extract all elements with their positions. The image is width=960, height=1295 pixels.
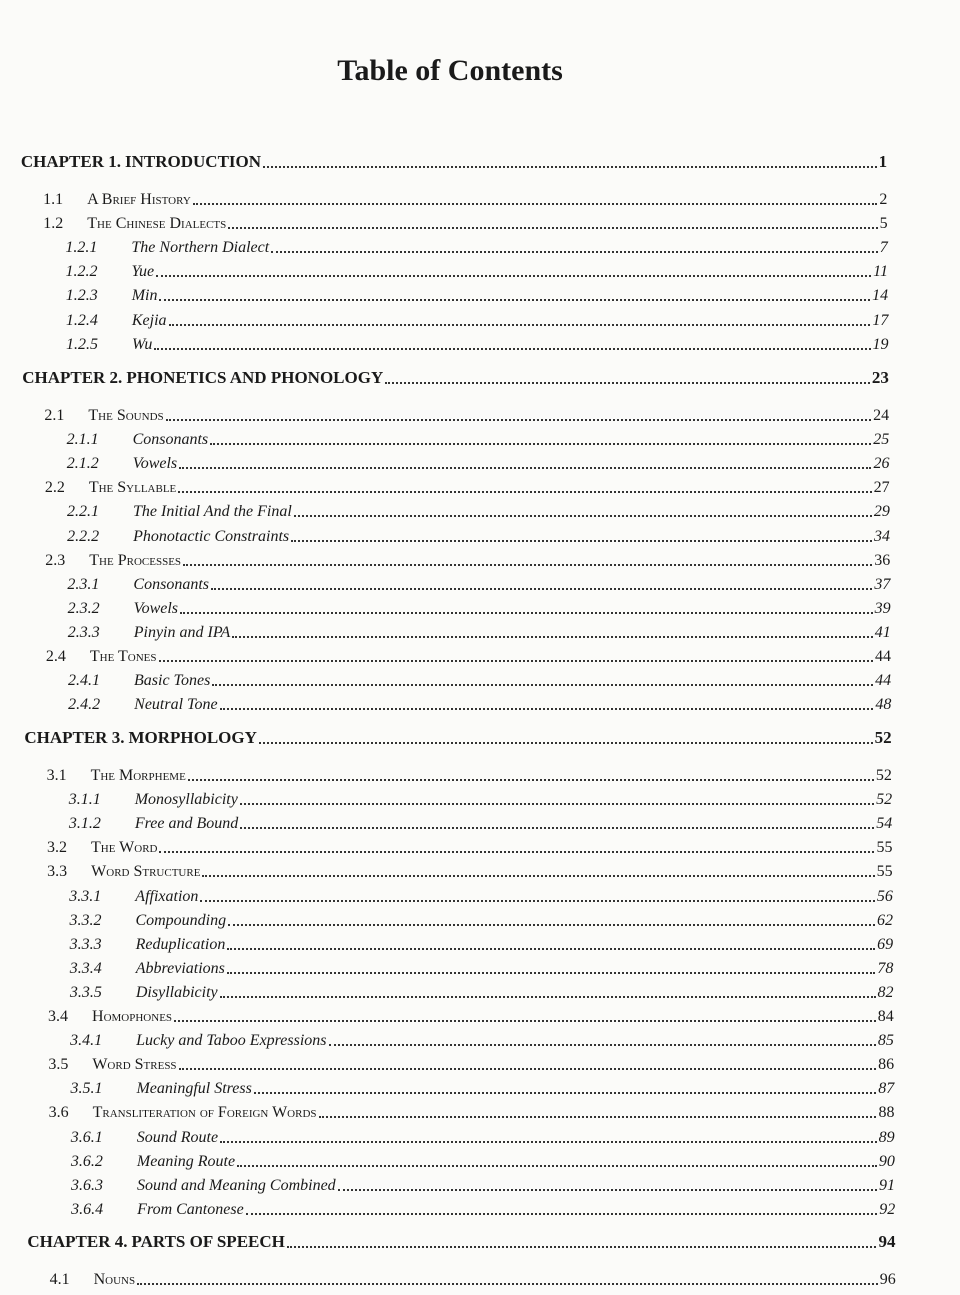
entry-number: 1.1 bbox=[43, 191, 64, 208]
entry-title: Sound Route bbox=[136, 1128, 219, 1146]
dot-leader bbox=[188, 778, 874, 781]
entry-title: Consonants bbox=[133, 575, 209, 593]
dot-leader bbox=[291, 539, 872, 542]
page-title: Table of Contents bbox=[337, 54, 563, 87]
entry-title: The Syllable bbox=[88, 479, 177, 497]
entry-number: 1.2.5 bbox=[65, 335, 98, 353]
dot-leader bbox=[228, 923, 875, 926]
toc-subsection-row[interactable] bbox=[66, 259, 888, 281]
toc-subsection-row[interactable] bbox=[66, 283, 888, 305]
dot-leader bbox=[237, 1164, 877, 1167]
toc-section-row[interactable] bbox=[48, 1004, 894, 1026]
toc-section-row[interactable] bbox=[44, 403, 889, 425]
entry-title: INTRODUCTION bbox=[125, 152, 262, 171]
entry-title: MORPHOLOGY bbox=[128, 728, 257, 747]
entry-title: Disyllabicity bbox=[135, 983, 218, 1001]
toc-subsection-row[interactable] bbox=[71, 1125, 895, 1147]
dot-leader bbox=[159, 298, 870, 301]
dot-leader bbox=[179, 1067, 877, 1070]
entry-number: 2.1 bbox=[44, 407, 65, 424]
dot-leader bbox=[254, 1091, 876, 1094]
page-number: 91 bbox=[879, 1176, 896, 1194]
dot-leader bbox=[210, 442, 871, 445]
entry-title: Vowels bbox=[132, 455, 178, 473]
toc-subsection-row[interactable] bbox=[68, 596, 891, 618]
page-number: 25 bbox=[873, 431, 890, 449]
toc-subsection-row[interactable] bbox=[67, 499, 890, 521]
page-number: 24 bbox=[873, 407, 890, 424]
entry-title: Lucky and Taboo Expressions bbox=[136, 1032, 327, 1050]
dot-leader bbox=[159, 659, 873, 662]
dot-leader bbox=[338, 1188, 877, 1191]
dot-leader bbox=[246, 1212, 878, 1215]
dot-leader bbox=[200, 899, 874, 902]
dot-leader bbox=[166, 418, 871, 421]
page-number: 23 bbox=[871, 368, 889, 387]
dot-leader bbox=[263, 165, 877, 168]
entry-title: The Word bbox=[91, 839, 158, 857]
page-number: 56 bbox=[876, 887, 893, 905]
toc-subsection-row[interactable] bbox=[70, 1028, 894, 1050]
entry-number: 2.2.1 bbox=[66, 503, 99, 521]
toc-section-row[interactable] bbox=[46, 644, 891, 666]
dot-leader bbox=[227, 947, 875, 950]
page-number: 34 bbox=[874, 527, 891, 545]
dot-leader bbox=[240, 802, 874, 805]
page-number: 94 bbox=[878, 1232, 896, 1251]
entry-title: Kejia bbox=[131, 311, 167, 329]
page-number: 26 bbox=[873, 455, 890, 473]
dot-leader bbox=[193, 202, 878, 205]
entry-title: Vowels bbox=[133, 599, 179, 617]
page-number: 96 bbox=[879, 1271, 896, 1288]
page-number: 92 bbox=[879, 1200, 896, 1218]
toc-subsection-row[interactable] bbox=[70, 1076, 894, 1098]
entry-number: CHAPTER 3. bbox=[24, 728, 125, 747]
dot-leader bbox=[220, 1140, 877, 1143]
entry-title: PARTS OF SPEECH bbox=[131, 1232, 285, 1251]
page-number: 55 bbox=[876, 863, 893, 881]
toc-subsection-row[interactable] bbox=[69, 787, 892, 809]
page-number: 19 bbox=[872, 335, 889, 353]
page-number: 14 bbox=[872, 287, 889, 305]
entry-number: 3.3.2 bbox=[69, 911, 102, 929]
dot-leader bbox=[137, 1282, 878, 1285]
entry-title: Word Stress bbox=[92, 1056, 177, 1074]
toc-subsection-row[interactable] bbox=[71, 1197, 895, 1219]
page-number: 62 bbox=[877, 911, 893, 929]
toc-subsection-row[interactable] bbox=[66, 308, 889, 330]
page-number: 44 bbox=[875, 672, 892, 690]
entry-number: 2.1.1 bbox=[66, 431, 99, 449]
page-number: 11 bbox=[873, 263, 888, 281]
entry-number: 2.3 bbox=[45, 551, 66, 569]
dot-leader bbox=[319, 1115, 877, 1118]
dot-leader bbox=[183, 563, 872, 566]
page-number: 41 bbox=[874, 623, 891, 641]
entry-number: 3.4.1 bbox=[70, 1032, 103, 1050]
entry-number: 1.2 bbox=[43, 215, 64, 233]
page-number: 37 bbox=[874, 575, 891, 593]
dot-leader bbox=[174, 1019, 876, 1022]
page-number: 86 bbox=[878, 1056, 895, 1074]
entry-number: 3.1.2 bbox=[68, 815, 101, 833]
dot-leader bbox=[179, 466, 871, 469]
entry-title: Reduplication bbox=[135, 935, 226, 953]
entry-number: 3.3.5 bbox=[69, 983, 102, 1001]
entry-number: 4.1 bbox=[49, 1271, 70, 1288]
entry-title: Wu bbox=[131, 335, 153, 353]
entry-title: Meaningful Stress bbox=[136, 1080, 252, 1098]
page-number: 36 bbox=[874, 551, 891, 569]
dot-leader bbox=[294, 514, 872, 517]
entry-title: Neutral Tone bbox=[134, 696, 218, 714]
toc-subsection-row[interactable] bbox=[68, 620, 891, 642]
dot-leader bbox=[287, 1245, 877, 1248]
dot-leader bbox=[329, 1043, 876, 1046]
dot-leader bbox=[169, 323, 871, 326]
page-number: 55 bbox=[876, 839, 893, 857]
dot-leader bbox=[228, 226, 877, 229]
entry-title: Word Structure bbox=[91, 863, 201, 881]
toc-section-row[interactable] bbox=[47, 835, 892, 857]
entry-number: 1.2.3 bbox=[65, 287, 98, 305]
dot-leader bbox=[232, 635, 872, 638]
page-number: 84 bbox=[877, 1008, 894, 1025]
toc-subsection-row[interactable] bbox=[67, 572, 890, 594]
page-number: 2 bbox=[879, 191, 888, 208]
entry-title: Transliteration of Foreign Words bbox=[92, 1104, 317, 1122]
page-number: 89 bbox=[878, 1128, 895, 1146]
entry-number: 3.1.1 bbox=[68, 791, 101, 809]
dot-leader bbox=[240, 826, 874, 829]
entry-number: 1.2.2 bbox=[65, 263, 98, 281]
page-number: 44 bbox=[874, 648, 891, 665]
toc-subsection-row[interactable] bbox=[69, 884, 893, 906]
entry-title: A Brief History bbox=[87, 191, 191, 208]
entry-number: 3.6.3 bbox=[71, 1176, 104, 1194]
entry-title: Min bbox=[131, 287, 158, 305]
toc-subsection-row[interactable] bbox=[66, 332, 889, 354]
page-number: 5 bbox=[879, 215, 888, 233]
toc-subsection-row[interactable] bbox=[67, 427, 890, 449]
dot-leader bbox=[227, 971, 875, 974]
entry-title: Monosyllabicity bbox=[134, 791, 238, 809]
entry-title: Phonotactic Constraints bbox=[133, 527, 290, 545]
entry-title: The Northern Dialect bbox=[131, 239, 270, 257]
entry-number: 3.6 bbox=[48, 1104, 69, 1122]
dot-leader bbox=[220, 707, 874, 710]
page-number: 78 bbox=[877, 959, 894, 977]
toc-subsection-row[interactable] bbox=[71, 1149, 895, 1171]
entry-number: 3.3.1 bbox=[69, 887, 102, 905]
dot-leader bbox=[211, 587, 872, 590]
entry-title: Nouns bbox=[93, 1271, 136, 1288]
entry-number: 2.3.3 bbox=[67, 623, 100, 641]
entry-number: 3.3.3 bbox=[69, 935, 102, 953]
entry-number: 3.1 bbox=[46, 767, 67, 784]
page-number: 85 bbox=[877, 1032, 894, 1050]
entry-number: 2.3.2 bbox=[67, 599, 100, 617]
toc-section-row[interactable] bbox=[45, 548, 890, 570]
entry-title: The Processes bbox=[89, 551, 182, 569]
toc-subsection-row[interactable] bbox=[65, 235, 887, 257]
entry-title: Sound and Meaning Combined bbox=[137, 1176, 336, 1194]
toc-chapter-row[interactable] bbox=[22, 366, 889, 388]
entry-title: The Chinese Dialects bbox=[87, 215, 227, 233]
dot-leader bbox=[154, 347, 870, 350]
entry-title: Homophones bbox=[92, 1008, 173, 1025]
page-number: 17 bbox=[872, 311, 889, 329]
entry-number: CHAPTER 4. bbox=[27, 1232, 128, 1251]
page-number: 7 bbox=[879, 239, 888, 257]
entry-title: Basic Tones bbox=[134, 672, 211, 690]
dot-leader bbox=[259, 741, 873, 744]
entry-title: Pinyin and IPA bbox=[133, 623, 231, 641]
page-number: 54 bbox=[876, 815, 893, 833]
page-number: 27 bbox=[873, 479, 890, 497]
toc-chapter-row[interactable] bbox=[24, 726, 891, 748]
entry-number: 3.6.4 bbox=[71, 1200, 104, 1218]
entry-number: 3.3.4 bbox=[69, 959, 102, 977]
page-number: 29 bbox=[873, 503, 890, 521]
entry-title: Consonants bbox=[132, 431, 209, 449]
entry-title: Abbreviations bbox=[135, 959, 225, 977]
page-number: 82 bbox=[877, 983, 894, 1001]
entry-title: The Initial And the Final bbox=[132, 503, 292, 521]
page-number: 87 bbox=[878, 1080, 895, 1098]
entry-number: CHAPTER 1. bbox=[20, 152, 122, 171]
entry-number: 2.1.2 bbox=[66, 455, 99, 473]
dot-leader bbox=[220, 995, 876, 998]
page-number: 52 bbox=[876, 791, 893, 809]
entry-number: 3.6.1 bbox=[70, 1128, 103, 1146]
entry-number: 2.4.1 bbox=[68, 672, 100, 690]
dot-leader bbox=[159, 850, 874, 853]
page-number: 48 bbox=[875, 696, 892, 714]
entry-title: Affixation bbox=[135, 887, 199, 905]
toc-section-row[interactable] bbox=[43, 187, 887, 209]
entry-number: 3.2 bbox=[47, 839, 67, 857]
toc-subsection-row[interactable] bbox=[68, 692, 891, 714]
entry-number: 2.2 bbox=[44, 479, 65, 497]
dot-leader bbox=[271, 250, 878, 253]
toc-chapter-row[interactable] bbox=[21, 150, 887, 172]
toc-subsection-row[interactable] bbox=[70, 956, 894, 978]
entry-title: The Morpheme bbox=[90, 767, 186, 784]
toc-subsection-row[interactable] bbox=[67, 524, 890, 546]
page-number: 90 bbox=[878, 1152, 895, 1170]
entry-title: PHONETICS AND PHONOLOGY bbox=[126, 368, 384, 387]
page-number: 52 bbox=[875, 767, 892, 784]
entry-number: 2.3.1 bbox=[67, 575, 100, 593]
page-number: 52 bbox=[874, 728, 892, 747]
entry-title: The Sounds bbox=[88, 407, 164, 424]
toc-section-row[interactable] bbox=[47, 763, 892, 785]
entry-number: 2.4 bbox=[45, 648, 66, 665]
toc-subsection-row[interactable] bbox=[67, 451, 890, 473]
toc-subsection-row[interactable] bbox=[69, 811, 892, 833]
dot-leader bbox=[180, 611, 873, 614]
dot-leader bbox=[385, 381, 870, 384]
toc-subsection-row[interactable] bbox=[70, 980, 894, 1002]
entry-number: 1.2.1 bbox=[65, 239, 98, 257]
entry-number: 2.4.2 bbox=[68, 696, 101, 714]
toc-subsection-row[interactable] bbox=[69, 908, 893, 930]
entry-title: Yue bbox=[131, 263, 155, 281]
dot-leader bbox=[178, 490, 871, 493]
toc-subsection-row[interactable] bbox=[70, 932, 894, 954]
toc-subsection-row[interactable] bbox=[71, 1173, 895, 1195]
entry-number: 1.2.4 bbox=[65, 311, 98, 329]
toc-section-row[interactable] bbox=[50, 1267, 896, 1289]
entry-title: Meaning Route bbox=[136, 1152, 236, 1170]
entry-number: 3.6.2 bbox=[70, 1152, 103, 1170]
entry-number: 2.2.2 bbox=[67, 527, 100, 545]
page-number: 39 bbox=[874, 599, 891, 617]
toc-section-row[interactable] bbox=[43, 211, 887, 233]
toc-section-row[interactable] bbox=[48, 1052, 894, 1074]
toc-chapter-row[interactable] bbox=[27, 1230, 895, 1252]
entry-number: CHAPTER 2. bbox=[22, 368, 123, 387]
page-number: 88 bbox=[878, 1104, 895, 1122]
entry-title: From Cantonese bbox=[137, 1200, 244, 1218]
toc-section-row[interactable] bbox=[45, 475, 890, 497]
dot-leader bbox=[156, 274, 871, 277]
toc-section-row[interactable] bbox=[47, 859, 892, 881]
entry-title: Compounding bbox=[135, 911, 227, 929]
toc-subsection-row[interactable] bbox=[68, 668, 891, 690]
entry-title: Free and Bound bbox=[134, 815, 239, 833]
entry-number: 3.5.1 bbox=[70, 1080, 103, 1098]
entry-number: 3.4 bbox=[48, 1008, 69, 1025]
dot-leader bbox=[202, 874, 874, 877]
entry-title: The Tones bbox=[89, 648, 157, 665]
dot-leader bbox=[212, 683, 873, 686]
page-number: 1 bbox=[878, 152, 888, 171]
entry-number: 3.3 bbox=[47, 863, 68, 881]
toc-section-row[interactable] bbox=[49, 1100, 895, 1122]
entry-number: 3.5 bbox=[48, 1056, 69, 1074]
page-number: 69 bbox=[877, 935, 894, 953]
